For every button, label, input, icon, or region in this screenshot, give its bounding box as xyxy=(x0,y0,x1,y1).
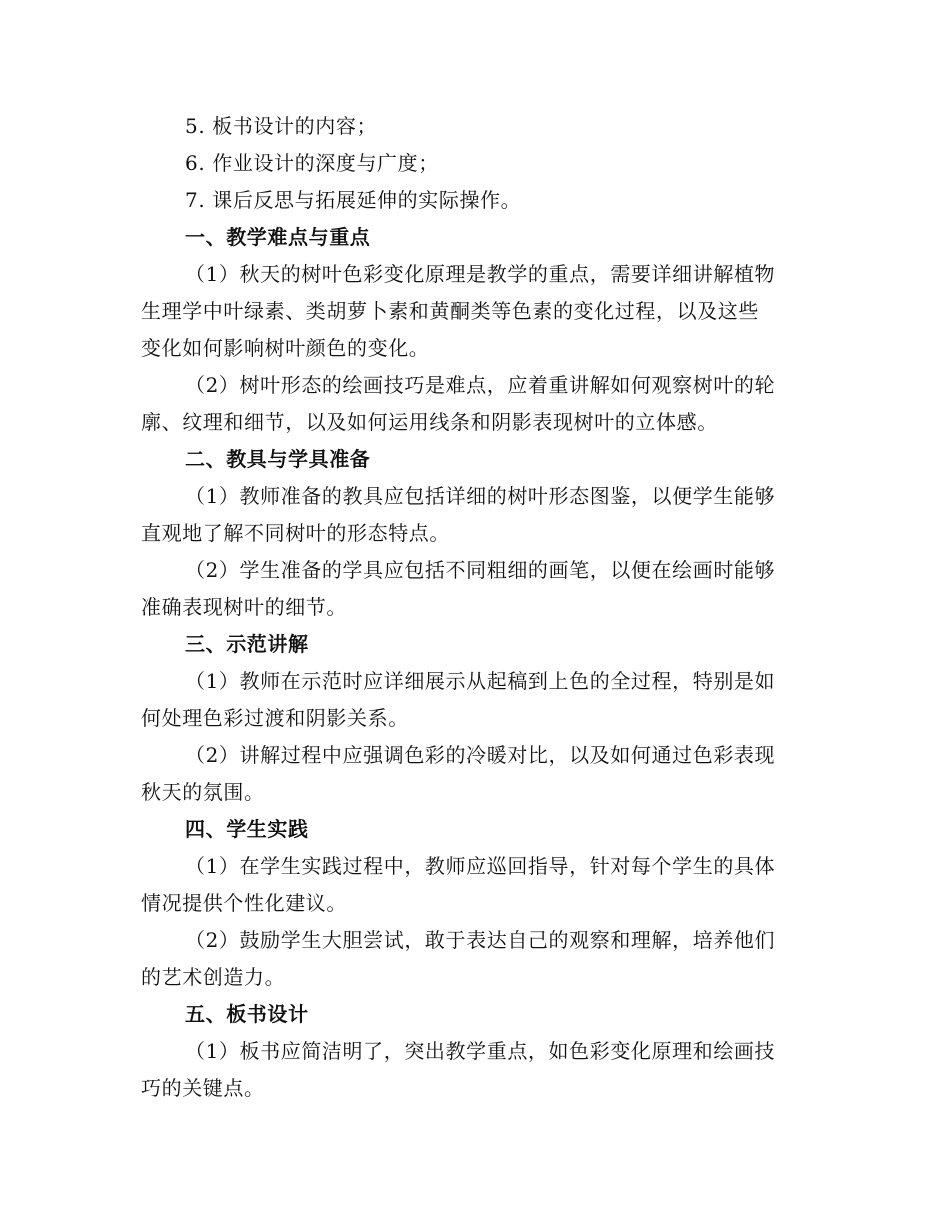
list-item: 5. 板书设计的内容； xyxy=(185,114,378,138)
list-item: 6. 作业设计的深度与广度； xyxy=(185,151,439,175)
section-heading: 四、学生实践 xyxy=(185,817,309,841)
paragraph-line: （2）讲解过程中应强调色彩的冷暖对比，以及如何通过色彩表现 xyxy=(185,743,776,767)
paragraph-line: 生理学中叶绿素、类胡萝卜素和黄酮类等色素的变化过程，以及这些 xyxy=(141,299,759,323)
section-heading: 二、教具与学具准备 xyxy=(185,447,371,471)
paragraph-line: （1）在学生实践过程中，教师应巡回指导，针对每个学生的具体 xyxy=(185,854,776,878)
paragraph-line: （1）教师在示范时应详细展示从起稿到上色的全过程，特别是如 xyxy=(185,669,776,693)
section-heading: 一、教学难点与重点 xyxy=(185,225,371,249)
list-item: 7. 课后反思与拓展延伸的实际操作。 xyxy=(185,188,522,212)
paragraph-line: 情况提供个性化建议。 xyxy=(141,891,347,915)
paragraph-line: 的艺术创造力。 xyxy=(141,965,286,989)
paragraph-line: 变化如何影响树叶颜色的变化。 xyxy=(141,336,430,360)
section-heading: 五、板书设计 xyxy=(185,1002,309,1026)
paragraph-line: 廓、纹理和细节，以及如何运用线条和阴影表现树叶的立体感。 xyxy=(141,410,718,434)
paragraph-line: 何处理色彩过渡和阴影关系。 xyxy=(141,706,409,730)
paragraph-line: （2）树叶形态的绘画技巧是难点，应着重讲解如何观察树叶的轮 xyxy=(185,373,776,397)
paragraph-line: （2）学生准备的学具应包括不同粗细的画笔，以便在绘画时能够 xyxy=(185,558,776,582)
paragraph-line: 直观地了解不同树叶的形态特点。 xyxy=(141,521,450,545)
paragraph-line: （2）鼓励学生大胆尝试，敢于表达自己的观察和理解，培养他们 xyxy=(185,928,776,952)
document-page xyxy=(141,108,809,1107)
paragraph-line: （1）教师准备的教具应包括详细的树叶形态图鉴，以便学生能够 xyxy=(185,484,776,508)
paragraph-line: 秋天的氛围。 xyxy=(141,780,265,804)
paragraph-line: （1）秋天的树叶色彩变化原理是教学的重点，需要详细讲解植物 xyxy=(185,262,776,286)
paragraph-line: 巧的关键点。 xyxy=(141,1076,265,1100)
paragraph-line: （1）板书应简洁明了，突出教学重点，如色彩变化原理和绘画技 xyxy=(185,1039,776,1063)
section-heading: 三、示范讲解 xyxy=(185,632,309,656)
paragraph-line: 准确表现树叶的细节。 xyxy=(141,595,347,619)
